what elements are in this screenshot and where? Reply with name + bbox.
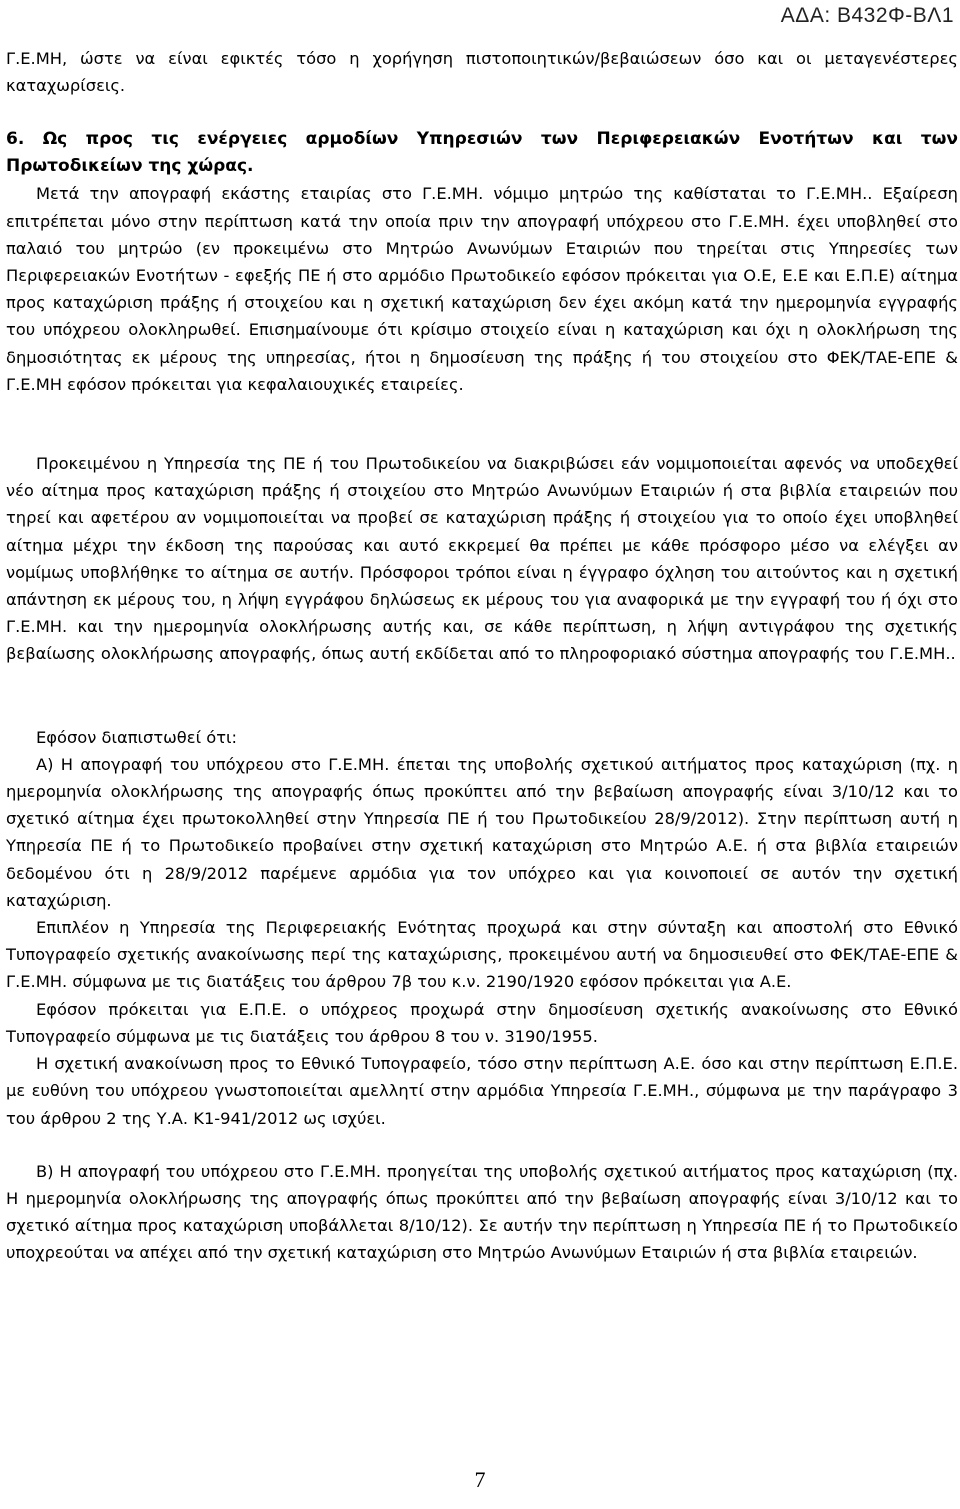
paragraph-1: Μετά την απογραφή εκάστης εταιρίας στο Γ.Ε.ΜΗ. νόμιμο μητρώο της καθίσταται το Γ.Ε.ΜΗ.. Εξαίρεση επιτρέπεται μόνο στην περίπτωση κατά την οποία πριν την απογραφή υπόχρεου στο Γ.Ε.ΜΗ. έχει υποβληθεί στο παλαιό του μητρώο (εν προκειμένω στο Μητρώο Ανωνύμων Εταιριών που τηρείται στις Υπηρεσίες των Περιφερειακών Ενοτήτων - εφεξής ΠΕ ή στο αρμόδιο Πρωτοδικείο εφόσον πρόκειται για Ο.Ε, Ε.Ε και Ε.Π.Ε) αίτημα προς καταχώριση πράξης ή στοιχείου και η σχετική καταχώριση δεν έχει ακόμη κατά την ημερομηνία εγγραφής του υπόχρεου ολοκληρωθεί. Επισημαίνουμε ότι κρίσιμο στοιχείο είναι η καταχώριση και όχι η ολοκλήρωση της δημοσιότητας εκ μέρους της υπηρεσίας, ήτοι η δημοσίευση της πράξης ή του στοιχείου στο ΦΕΚ/ΤΑΕ-ΕΠΕ & Γ.Ε.ΜΗ εφόσον πρόκειται για κεφαλαιουχικές εταιρείες.	[6, 184, 958, 394]
paragraph-5: Επιπλέον η Υπηρεσία της Περιφερειακής Ενότητας προχωρά και στην σύνταξη και αποστολή στο Εθνικό Τυπογραφείο σχετικής ανακοίνωσης περί της καταχώρισης, προκειμένου αυτή να δημοσιευθεί στο ΦΕΚ/ΤΑΕ-ΕΠΕ & Γ.Ε.ΜΗ. σύμφωνα με τις διατάξεις του άρθρου 7β του κ.ν. 2190/1920 εφόσον πρόκειται για Α.Ε.	[6, 918, 958, 992]
ada-code: ΑΔΑ: Β432Φ-ΒΛ1	[780, 4, 954, 27]
document-body	[6, 45, 958, 1267]
section-heading-6: 6. Ως προς τις ενέργειες αρμοδίων Υπηρεσιών των Περιφερειακών Ενοτήτων και των Πρωτοδικείων της χώρας.	[6, 129, 958, 177]
paragraph-7: Η σχετική ανακοίνωση προς το Εθνικό Τυπογραφείο, τόσο στην περίπτωση Α.Ε. όσο και στην περίπτωση Ε.Π.Ε. με ευθύνη του υπόχρεου γνωστοποιείται αμελλητί στην αρμόδια Υπηρεσία Γ.Ε.ΜΗ., σύμφωνα με την παράγραφο 3 του άρθρου 2 της Υ.Α. Κ1-941/2012 ως ισχύει.	[6, 1054, 958, 1128]
paragraph-intro: Γ.Ε.ΜΗ, ώστε να είναι εφικτές τόσο η χορήγηση πιστοποιητικών/βεβαιώσεων όσο και οι μεταγενέστερες καταχωρίσεις.	[6, 49, 958, 96]
page-number: 7	[474, 1467, 486, 1492]
paragraph-8: Β) Η απογραφή του υπόχρεου στο Γ.Ε.ΜΗ. προηγείται της υποβολής σχετικού αιτήματος προς καταχώριση (πχ. Η ημερομηνία ολοκλήρωσης της απογραφής όπως προκύπτει από την βεβαίωση απογραφής είναι 3/10/12 και το σχετικό αίτημα προς καταχώριση υποβάλλεται 8/10/12). Σε αυτήν την περίπτωση η Υπηρεσία ΠΕ ή το Πρωτοδικείο υποχρεούται να απέχει από την σχετική καταχώριση στο Μητρώο Ανωνύμων Εταιριών ή στα βιβλία εταιρειών.	[6, 1161, 958, 1263]
paragraph-2: Προκειμένου η Υπηρεσία της ΠΕ ή του Πρωτοδικείου να διακριβώσει εάν νομιμοποιείται αφενός να υποδεχθεί νέο αίτημα προς καταχώριση πράξης ή στοιχείου στο Μητρώο Ανωνύμων Εταιριών ή στα βιβλία εταιρειών που τηρεί και αφετέρου αν νομιμοποιείται να προβεί σε καταχώριση πράξης ή στοιχείου για το οποίο έχει υποβληθεί αίτημα μέχρι την έκδοση της παρούσας και αυτό εκκρεμεί θα πρέπει με κάθε πρόσφορο μέσο να ελέγξει αν νομίμως υποβλήθηκε το αίτημα σε αυτήν. Πρόσφοροι τρόποι είναι η έγγραφο όχληση του αιτούντος και η σχετική απάντηση εκ μέρους του, η λήψη εγγράφου δηλώσεως εκ μέρους του για αναφορικά με την εγγραφή του ή όχι στο Γ.Ε.ΜΗ. και την ημερομηνία ολοκλήρωσης αυτής και, σε κάθε περίπτωση, η λήψη αντιγράφου της σχετικής βεβαίωσης ολοκλήρωσης απογραφής, όπως αυτή εκδίδεται από το πληροφοριακό σύστημα απογραφής του Γ.Ε.ΜΗ..	[6, 454, 958, 664]
paragraph-4: Α) Η απογραφή του υπόχρεου στο Γ.Ε.ΜΗ. έπεται της υποβολής σχετικού αιτήματος προς καταχώριση (πχ. η ημερομηνία ολοκλήρωσης της απογραφής όπως προκύπτει από την βεβαίωση απογραφής είναι 3/10/12 και το σχετικό αίτημα έχει πρωτοκολληθεί στην Υπηρεσία ΠΕ ή του Πρωτοδικείου 28/9/2012). Στην περίπτωση αυτή η Υπηρεσία ΠΕ ή το Πρωτοδικείο προβαίνει στην σχετική καταχώριση στο Μητρώο Α.Ε. ή στα βιβλία εταιρειών δεδομένου ότι η 28/9/2012 παρέμενε αρμόδια για τον υπόχρεο και για κοινοποιεί σε αυτόν την σχετική καταχώριση.	[6, 754, 958, 910]
paragraph-6: Εφόσον πρόκειται για Ε.Π.Ε. ο υπόχρεος προχωρά στην δημοσίευση σχετικής ανακοίνωσης στο Εθνικό Τυπογραφείο σύμφωνα με τις διατάξεις του άρθρου 8 του ν. 3190/1955.	[6, 999, 958, 1046]
paragraph-3: Εφόσον διαπιστωθεί ότι:	[36, 727, 238, 747]
